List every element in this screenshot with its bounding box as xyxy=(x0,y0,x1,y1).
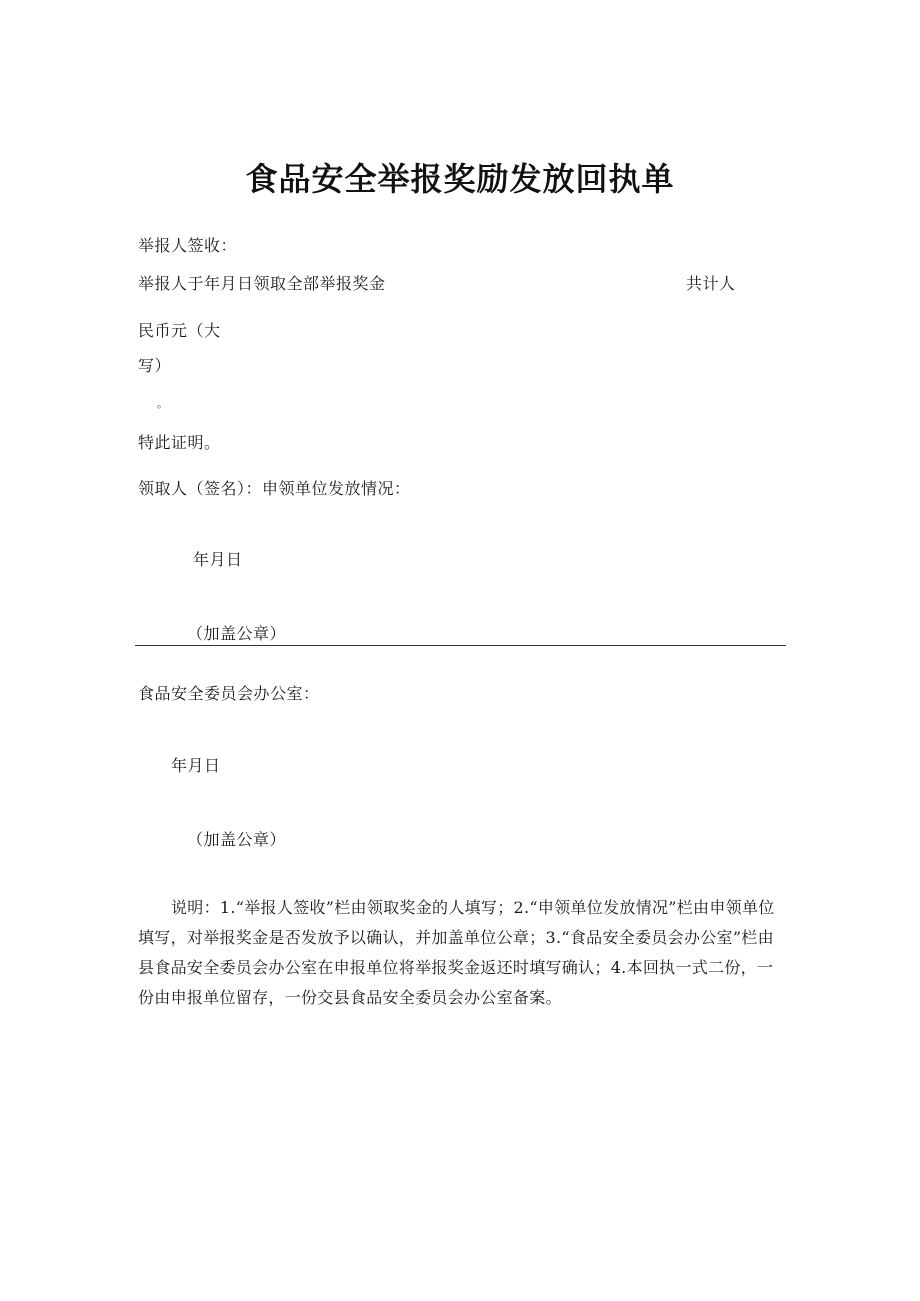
receiver-sign-label: 举报人签收： xyxy=(138,236,238,255)
instructions-note: 说明：1.“举报人签收”栏由领取奖金的人填写；2.“申领单位发放情况”栏由申领单位填写，对举报奖金是否发放予以确认，并加盖单位公章；3.“食品安全委员会办公室”栏由县食品安全委员会办公室在申报单位将举报奖金返还时填写确认；4.本回执一式二份，一份由申报单位留存，一份交县食品安全委员会办公室备案。 xyxy=(138,898,775,1007)
receipt-statement-total: 共计人 xyxy=(686,274,736,293)
receipt-statement-end-mark: 。 xyxy=(157,397,169,410)
document-title: 食品安全举报奖励发放回执单 xyxy=(245,160,675,199)
receipt-statement-line3: 写） xyxy=(138,356,172,375)
receiver-seal-label: （加盖公章） xyxy=(187,624,287,643)
section-divider xyxy=(135,645,786,646)
certification-text: 特此证明。 xyxy=(138,433,221,452)
office-label: 食品安全委员会办公室： xyxy=(138,684,320,703)
office-seal-label: （加盖公章） xyxy=(187,830,287,849)
receipt-statement-line2: 民币元（大 xyxy=(138,321,221,340)
receipt-statement-line1: 举报人于年月日领取全部举报奖金 xyxy=(138,274,386,293)
office-date-field: 年月日 xyxy=(171,756,221,775)
recipient-signature-label: 领取人（签名）：申领单位发放情况： xyxy=(138,479,411,498)
receiver-date-field: 年月日 xyxy=(193,550,243,569)
